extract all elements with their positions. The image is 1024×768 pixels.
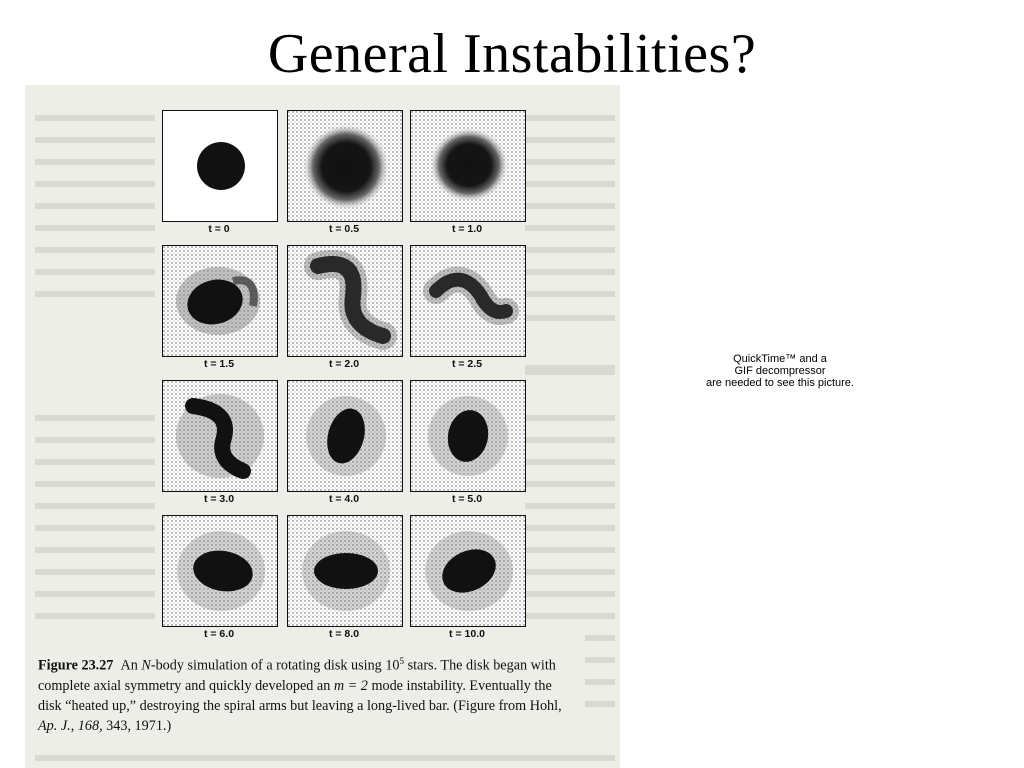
panel-t3-0	[162, 380, 278, 492]
panel-t2-5	[410, 245, 526, 357]
quicktime-placeholder	[690, 353, 870, 389]
caption-text: stars. The disk began with complete axial symmetry and quickly developed an	[38, 657, 556, 694]
caption-variable: N	[141, 657, 151, 674]
caption-text: An	[120, 657, 142, 674]
panel-label: t = 2.5	[451, 358, 483, 370]
caption-text: -body simulation of a rotating disk using 10	[150, 657, 400, 674]
panel-label: t = 1.5	[203, 358, 235, 370]
panel-label: t = 0	[208, 223, 230, 235]
disk-snapshot-image	[163, 111, 277, 221]
panel-t10-0	[410, 515, 526, 627]
disk-snapshot-image	[288, 516, 402, 626]
caption-volume: 168	[77, 717, 100, 734]
caption-text: , 343, 1971.)	[99, 717, 172, 734]
disk-snapshot-image	[411, 111, 525, 221]
panel-label: t = 5.0	[451, 493, 483, 505]
panel-t2-0	[287, 245, 403, 357]
caption-text: ,	[70, 717, 78, 734]
slide-title: General Instabilities?	[267, 23, 757, 85]
panel-label: t = 8.0	[328, 628, 360, 640]
disk-snapshot-image	[163, 381, 277, 491]
disk-snapshot-image	[163, 246, 277, 356]
panel-label: t = 10.0	[449, 628, 485, 640]
panel-t8-0	[287, 515, 403, 627]
panel-label: t = 1.0	[451, 223, 483, 235]
placeholder-line: GIF decompressor	[734, 365, 826, 377]
disk-snapshot-image	[288, 381, 402, 491]
panel-t4-0	[287, 380, 403, 492]
panel-t1-5	[162, 245, 278, 357]
disk-snapshot-image	[163, 516, 277, 626]
panel-t0-5	[287, 110, 403, 222]
figure-number: Figure 23.27	[38, 657, 114, 674]
scanned-figure	[25, 85, 620, 768]
disk-snapshot-image	[288, 111, 402, 221]
panel-t1-0	[410, 110, 526, 222]
disk-snapshot-image	[411, 246, 525, 356]
disk-snapshot-image	[411, 381, 525, 491]
disk-snapshot-image	[411, 516, 525, 626]
caption-mode: m = 2	[333, 677, 368, 694]
disk-snapshot-image	[288, 246, 402, 356]
panel-t6-0	[162, 515, 278, 627]
caption-text: mode instability. Eventually the disk “heated up,” destroying the spiral arms but leaving a long-lived bar. (Figure from Hohl,	[38, 677, 562, 714]
placeholder-line: are needed to see this picture.	[706, 377, 854, 389]
figure-caption	[38, 651, 578, 736]
panel-t0	[162, 110, 278, 222]
panel-label: t = 0.5	[328, 223, 360, 235]
panel-label: t = 6.0	[203, 628, 235, 640]
caption-exponent: 5	[399, 656, 405, 666]
caption-journal: Ap. J.	[38, 717, 71, 734]
placeholder-line: QuickTime™ and a	[733, 353, 827, 365]
panel-label: t = 2.0	[328, 358, 360, 370]
panel-label: t = 4.0	[328, 493, 360, 505]
panel-label: t = 3.0	[203, 493, 235, 505]
panel-t5-0	[410, 380, 526, 492]
